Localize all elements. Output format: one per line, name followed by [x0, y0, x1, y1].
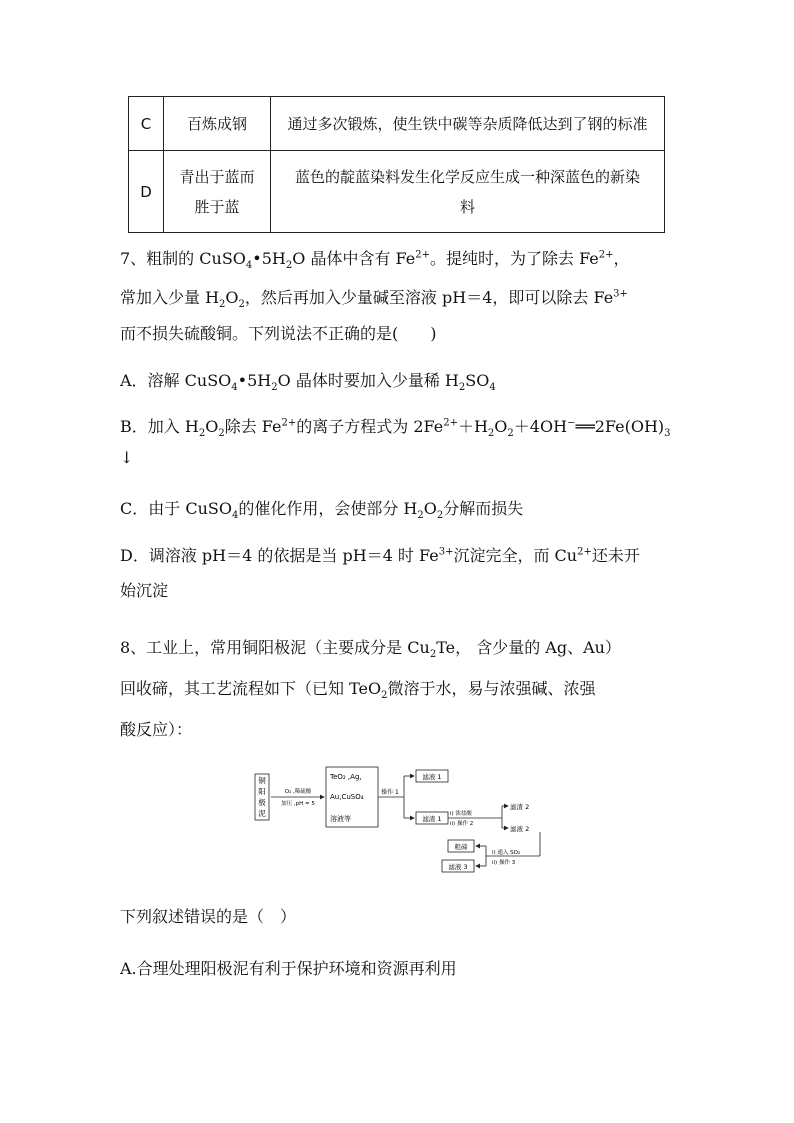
- crude-label: 粗碲: [454, 843, 468, 851]
- process-flow-diagram: [254, 766, 544, 876]
- q8-stem-line2: 回收碲，其工艺流程如下（已知 TeO$_2$微溶于水，易与浓强碱、浓强: [120, 679, 596, 702]
- row-key: D: [129, 151, 164, 233]
- row-term: [164, 151, 271, 233]
- row-term: 百炼成钢: [164, 97, 271, 151]
- q8-stem-line1: 8、工业上，常用铜阳极泥（主要成分是 $Cu_2Te$， 含少量的 Ag、Au）: [120, 638, 621, 661]
- row-desc-line1: 蓝色的靛蓝染料发生化学反应生成一种深蓝色的新染: [294, 167, 640, 186]
- table-row: [129, 151, 665, 233]
- row-desc-line2: 料: [459, 197, 475, 216]
- residue1-label: 滤渣 1: [422, 815, 442, 823]
- row-term-line1: 青出于蓝而: [179, 167, 255, 186]
- row-term-line2: 胜于蓝: [194, 197, 240, 216]
- q8-option-a: A.合理处理阳极泥有利于保护环境和资源再利用: [120, 959, 457, 978]
- q7-option-d-line1: D．调溶液 pH＝4 的依据是当 pH＝4 时 $Fe^{3+}$沉淀完全，而 $Cu^{2+}$还未开: [120, 546, 640, 565]
- row-desc: 通过多次锻炼，使生铁中碳等杂质降低达到了钢的标准: [271, 97, 665, 151]
- q7-stem-line3: 而不损失硫酸铜。下列说法不正确的是( ): [120, 324, 437, 343]
- q7-option-d-line2: 始沉淀: [120, 581, 169, 600]
- q8-question: 下列叙述错误的是（ ）: [120, 907, 297, 926]
- so2-step: i) 通入 SO₂: [492, 850, 521, 856]
- q7-option-a: A．溶解 $CuSO_4•5H_2O$ 晶体时要加入少量稀 $H_2SO_4$: [120, 371, 496, 394]
- q7-option-b: B．加入 $H_2O_2$除去 $Fe^{2+}$的离子方程式为 $2Fe^{2+}+H_2O_2+4OH^-══2Fe(OH)_3$: [120, 417, 671, 440]
- filtrate3-label: 滤液 3: [448, 863, 468, 871]
- mixture-line3: 溶液等: [330, 815, 351, 823]
- q7-stem-line2: 常加入少量 $H_2O_2$，然后再加入少量碱至溶液 pH＝4，即可以除去 $Fe^{3+}$: [120, 288, 628, 311]
- residue2-label: 滤渣 2: [510, 803, 530, 811]
- row-key: C: [129, 97, 164, 151]
- hcl-step: i) 浓盐酸: [450, 811, 472, 817]
- table-row: [129, 97, 665, 151]
- q7-option-b-arrow: ↓: [120, 448, 134, 467]
- anode-mud-char: 泥: [258, 809, 266, 818]
- q8-stem-line3: 酸反应）：: [120, 720, 193, 739]
- filtrate2-label: 滤液 2: [510, 825, 530, 833]
- op3-step: ii) 操作 3: [492, 860, 516, 866]
- anode-mud-char: 极: [258, 798, 266, 807]
- anode-mud-char: 铜: [258, 776, 266, 785]
- q7-stem-line1: 7、粗制的 $CuSO_4•5H_2O$ 晶体中含有 $Fe^{2+}$。提纯时，为了除去 $Fe^{2+}$，: [120, 249, 630, 272]
- options-table: [128, 96, 665, 233]
- op1-label: 操作 1: [381, 789, 399, 796]
- row-desc: [271, 151, 665, 233]
- leach-condition-bottom: 加压 ,pH = 5: [281, 801, 315, 807]
- mixture-line1: TeO₂ ,Ag,: [330, 773, 362, 781]
- leach-condition-top: O₂ ,稀硫酸: [284, 789, 312, 795]
- filtrate1-label: 滤液 1: [422, 773, 442, 781]
- q7-option-c: C．由于 CuSO$_4$的催化作用，会使部分 $H_2O_2$分解而损失: [120, 499, 524, 522]
- op2-step: ii) 操作 2: [450, 821, 474, 827]
- mixture-line2: Au,CuSO₄: [330, 793, 364, 801]
- anode-mud-char: 阳: [258, 787, 266, 796]
